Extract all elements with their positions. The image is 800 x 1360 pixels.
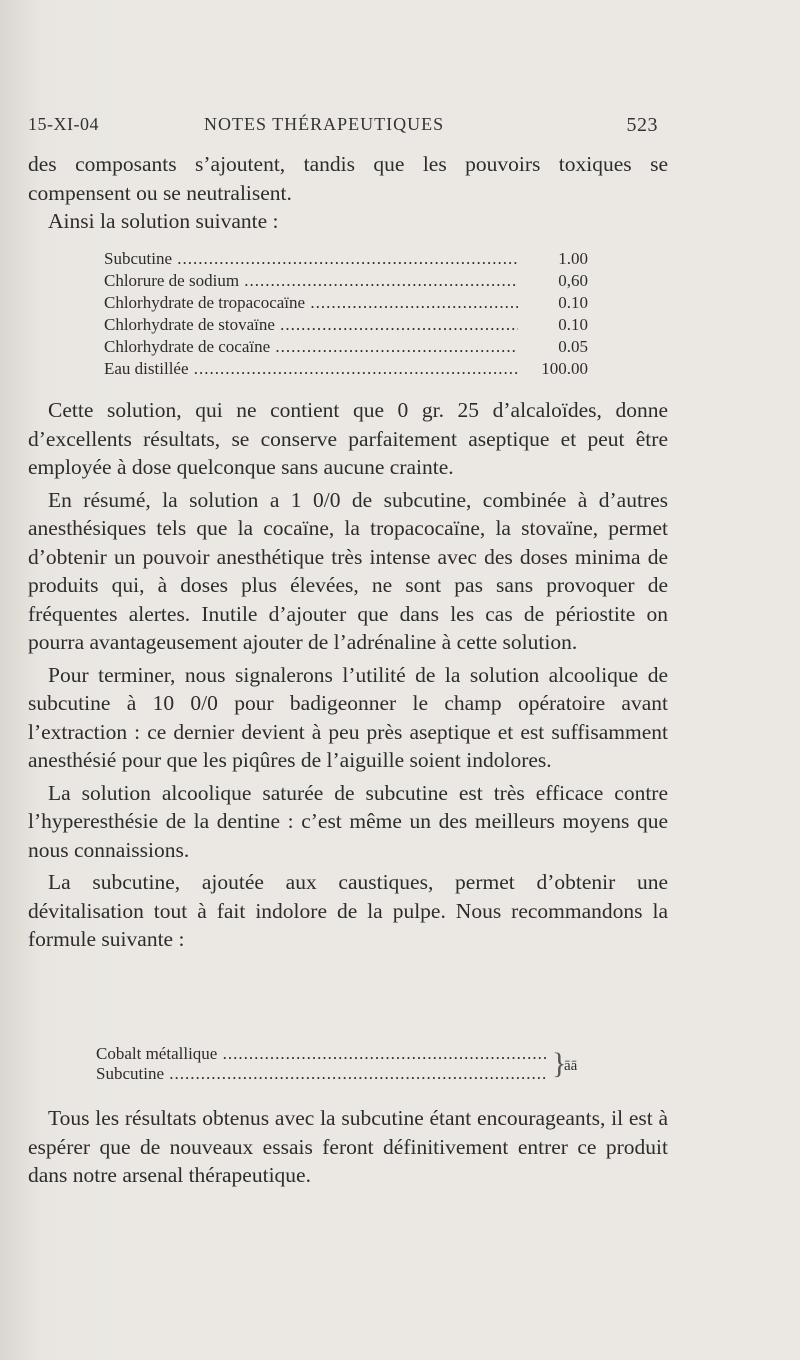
formula-row <box>96 1044 546 1064</box>
header-date: 15-XI-04 <box>28 114 99 134</box>
formula-quantity: 0.05 <box>558 337 588 356</box>
formula-row <box>104 336 588 358</box>
formula-ingredient: Subcutine ..... <box>96 1064 546 1083</box>
formula-ingredient: Chlorhydrate de stovaïne ..... <box>104 315 518 334</box>
paragraph: Cette solution, qui ne contient que 0 gr. 25 d’alcaloïdes, donne d’excellents résultats, se conserve parfaitement aseptique et peut être employée à dose quelconque sans aucune crainte. <box>28 398 668 479</box>
formula-table <box>104 248 588 380</box>
formula-ingredient: Chlorhydrate de tropacocaïne ..... <box>104 293 518 312</box>
page-header <box>28 114 658 140</box>
paragraph: La subcutine, ajoutée aux caustiques, permet d’obtenir une dévitalisation tout à fait indolore de la pulpe. Nous recommandons la formule suivante : <box>28 870 668 951</box>
paragraph: En résumé, la solution a 1 0/0 de subcutine, combinée à d’autres anesthésiques tels que la cocaïne, la tropacocaïne, la stovaïne, permet d’obtenir un pouvoir anesthétique très intense avec des doses minima de produits qui, à doses plus élevées, ne sont pas sans provoquer de fréquentes alertes. Inutile d’ajouter que dans les cas de périostite on pourra avantageusement ajouter de l’adrénaline à cette solution. <box>28 487 668 654</box>
formula-row <box>104 248 588 270</box>
formula-quantity: 0.10 <box>558 315 588 334</box>
formula-quantity: 0,60 <box>558 271 588 290</box>
intro-lead: Ainsi la solution suivante : <box>48 209 279 233</box>
page-number: 523 <box>626 114 658 136</box>
body-block <box>28 396 668 954</box>
formula-ingredient: Subcutine ..... <box>104 249 518 268</box>
formula-quantity: 100.00 <box>541 359 588 378</box>
formula-row <box>104 314 588 336</box>
formula-row <box>104 358 588 380</box>
formula-ingredient: Chlorure de sodium ..... <box>104 271 518 290</box>
formula-table-caustic <box>96 1044 596 1084</box>
closing-block <box>28 1104 668 1190</box>
formula-row <box>104 270 588 292</box>
paragraph: La solution alcoolique saturée de subcutine est très efficace contre l’hyperesthésie de la dentine : c’est même un des meilleurs moyens que nous connaissions. <box>28 780 668 862</box>
formula-quantity: 1.00 <box>558 249 588 268</box>
formula-ingredient: Eau distillée ..... <box>104 359 518 378</box>
formula-quantity: 0.10 <box>558 293 588 312</box>
formula-row <box>96 1064 546 1084</box>
formula-note: āā <box>564 1058 578 1074</box>
formula-ingredient: Cobalt métallique ..... <box>96 1044 546 1063</box>
header-title: NOTES THÉRAPEUTIQUES <box>204 114 445 134</box>
formula-ingredient: Chlorhydrate de cocaïne ..... <box>104 337 518 356</box>
brace-icon: } <box>552 1047 567 1080</box>
intro-paragraph: des composants s’ajoutent, tandis que les pouvoirs toxiques se compensent ou se neutralisent. <box>28 152 668 205</box>
formula-row <box>104 292 588 314</box>
paragraph: Tous les résultats obtenus avec la subcutine étant encourageants, il est à espérer que de nouveaux essais feront définitivement entrer ce produit dans notre arsenal thérapeutique. <box>28 1106 668 1187</box>
intro-block <box>28 150 668 236</box>
paragraph: Pour terminer, nous signalerons l’utilité de la solution alcoolique de subcutine à 10 0/0 pour badigeonner le champ opératoire avant l’extraction : ce dernier devient à peu près aseptique et est suffisamment anesthésié pour que les piqûres de l’aiguille soient indolores. <box>28 662 668 772</box>
